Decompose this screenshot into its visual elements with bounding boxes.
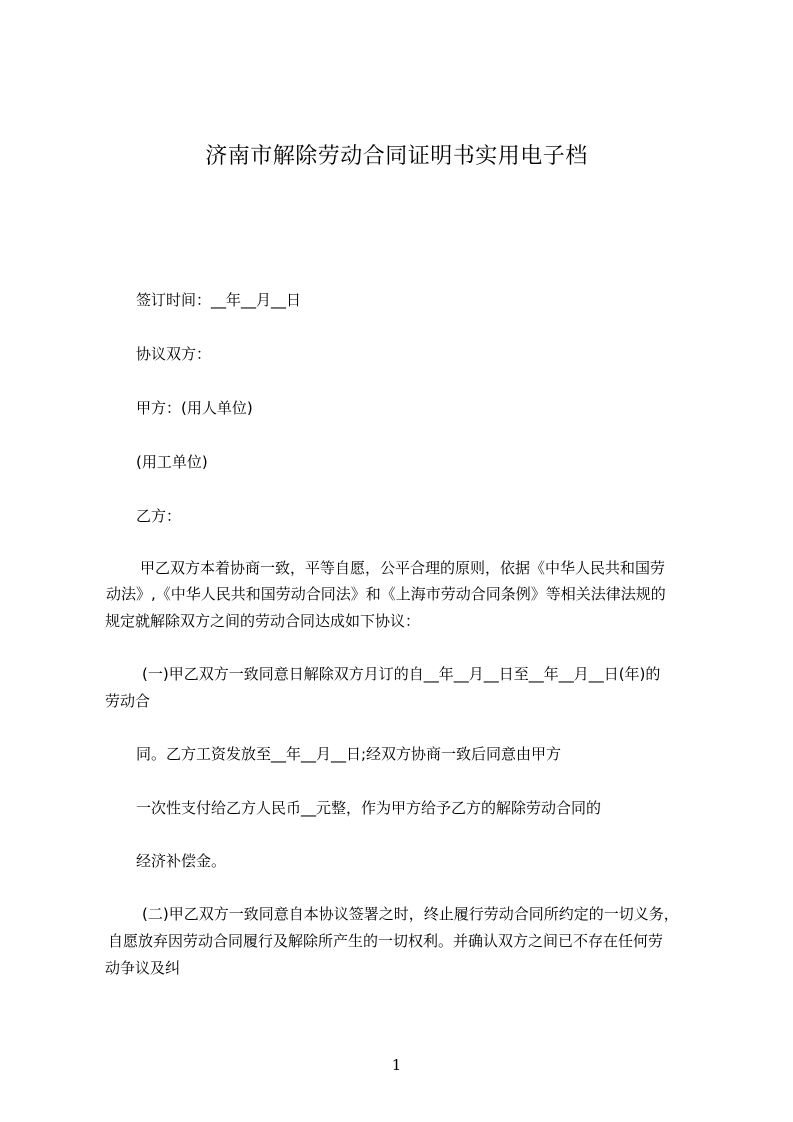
- preamble-line-1: 甲乙双方本着协商一致，平等自愿，公平合理的原则，依据《中华人民共和国劳: [140, 559, 666, 577]
- employer-unit-line: (用工单位): [136, 453, 208, 471]
- document-title: 济南市解除劳动合同证明书实用电子档: [205, 144, 588, 169]
- clause-2-line-3: 动争议及纠: [105, 959, 181, 977]
- parties-heading: 协议双方：: [136, 345, 212, 363]
- preamble-line-3: 规定就解除双方之间的劳动合同达成如下协议：: [105, 612, 421, 630]
- clause-2-line-2: 自愿放弃因劳动合同履行及解除所产生的一切权利。并确认双方之间已不存在任何劳: [108, 932, 664, 950]
- clause-1-wage-line: 同。乙方工资发放至__年__月__日;经双方协商一致后同意由甲方: [136, 745, 562, 763]
- clause-1-compensation-line: 经济补偿金。: [136, 852, 227, 870]
- clause-1-payment-line: 一次性支付给乙方人民币__元整，作为甲方给予乙方的解除劳动合同的: [136, 799, 602, 817]
- party-b-line: 乙方：: [136, 507, 182, 525]
- party-a-line: 甲方：(用人单位): [136, 399, 253, 417]
- clause-1-line-2: 劳动合: [105, 692, 151, 710]
- clause-2-line-1: (二)甲乙双方一致同意自本协议签署之时，终止履行劳动合同所约定的一切义务，: [142, 905, 679, 923]
- page-number: 1: [391, 1056, 402, 1074]
- preamble-line-2: 动法》,《中华人民共和国劳动合同法》和《上海市劳动合同条例》等相关法律法规的: [106, 585, 666, 603]
- signing-date-line: 签订时间：__年__月__日: [136, 291, 302, 309]
- clause-1-line-1: (一)甲乙双方一致同意日解除双方月订的自__年__月__日至__年__月__日(年)的: [142, 665, 661, 683]
